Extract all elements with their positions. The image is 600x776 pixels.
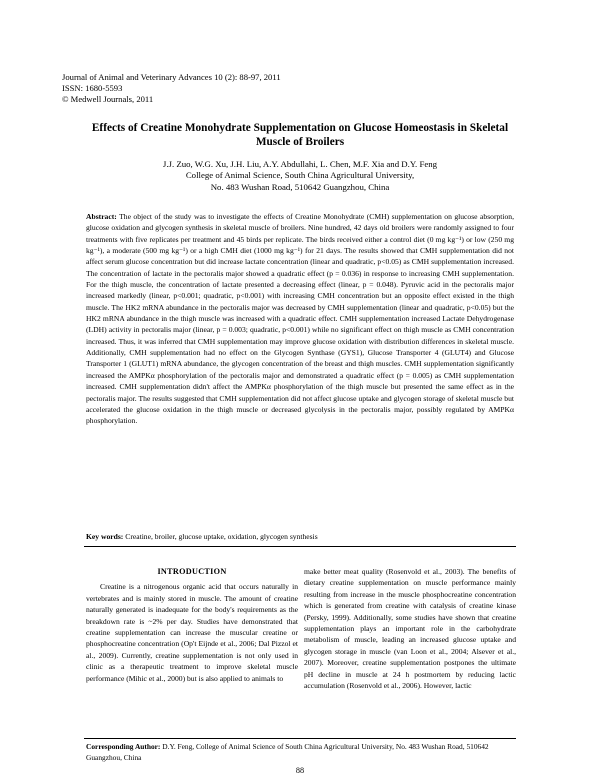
keywords-label: Key words: <box>86 532 124 541</box>
author-list: J.J. Zuo, W.G. Xu, J.H. Liu, A.Y. Abdullahi, L. Chen, M.F. Xia and D.Y. Feng <box>162 159 438 169</box>
keywords-text: Creatine, broiler, glucose uptake, oxidation, glycogen synthesis <box>125 532 318 541</box>
introduction-heading: INTRODUCTION <box>157 567 227 576</box>
right-column-text: make better meat quality (Rosenvold et al., 2003). The benefits of dietary creatine supplementation on muscle performance mainly resulting from increase in the muscle phosphocreatine concentration which is generated from creatine with catalysis of creatine kinase (Persky, 1999). Additionally, some studies have shown that creatine supplementation plays an important role in the carbohydrate metabolism of muscle, leading an increased glucose uptake and glycogen storage in muscle (van Loon et al., 2004; Alsever et al., 2007). Moreover, creatine supplementation postpones the ultimate pH decline in muscle at 24 h postmortem by reducing lactic accumulation (Rosenvold et al., 2006). However, lactic <box>304 567 516 691</box>
author-block <box>80 159 520 193</box>
affiliation: College of Animal Science, South China Agricultural University, <box>185 170 415 181</box>
corresponding-label: Corresponding Author: <box>86 742 161 751</box>
left-column-text: Creatine is a nitrogenous organic acid that occurs naturally in vertebrates and is mainly stored in muscle. The amount of creatine naturally generated is inadequate for the body's requirements as the breakdown rate is ~2% per day. Studies have demonstrated that creatine supplementation can increase the muscular creatine or phosphocreatine concentration (Op't Eijnde et al., 2006; Dal Pizzol et al., 2009). Currently, creatine supplementation is not only used in clinic as a therapeutic treatment to improve skeletal muscle performance (Mihic et al., 2000) but is also applied to animals to <box>86 582 298 683</box>
abstract <box>86 211 514 427</box>
copyright-line: © Medwell Journals, 2011 <box>62 94 154 104</box>
corresponding-text: D.Y. Feng, College of Animal Science of South China Agricultural University, No. 483 Wushan Road, 510642 Guangzhou, China <box>86 742 489 762</box>
keywords <box>86 532 514 542</box>
left-column <box>86 566 298 684</box>
section-divider <box>84 546 516 547</box>
footer-divider <box>84 738 516 739</box>
journal-citation: Journal of Animal and Veterinary Advances 10 (2): 88-97, 2011 <box>62 72 281 82</box>
right-column <box>304 566 516 691</box>
abstract-label: Abstract: <box>86 212 117 221</box>
article-title: Effects of Creatine Monohydrate Supplementation on Glucose Homeostasis in Skeletal Muscle of Broilers <box>91 122 509 148</box>
issn-line: ISSN: 1680-5593 <box>62 83 123 93</box>
page-number: 88 <box>295 766 305 775</box>
corresponding-author <box>86 742 514 763</box>
abstract-text: The object of the study was to investigate the effects of Creatine Monohydrate (CMH) supplementation on glucose absorption, glucose oxidation and glycogen synthesis in skeletal muscle of broilers. Nine hundred, 42 days old broilers were randomly assigned to four treatments with five replicates per treatment and 45 birds per replicate. The birds received either a control diet (0 mg kg⁻¹) or low (250 mg kg⁻¹), a moderate (500 mg kg⁻¹) or a high CMH diet (1000 mg kg⁻¹) for 21 days. The results showed that CMH supplementation did not affect serum glucose concentration but did increase lactate concentration (linear and quadratic, p<0.05) as CMH supplementation increased. The concentration of lactate in the pectoralis major showed a quadratic effect (p = 0.036) in response to increasing CMH supplementation. For the thigh muscle, the concentration of lactate presented a decreasing effect (linear, p = 0.048). Pyruvic acid in the pectoralis major increased markedly (linear, p<0.001; quadratic, p<0.001) with increasing CMH concentration but an opposite effect existed in the thigh muscle. The HK2 mRNA abundance in the pectoralis major was decreased by CMH supplementation (linear and quadratic, p<0.05) but the HK2 mRNA abundance in the thigh muscle was increased with a quadratic effect. CMH supplementation increased Lactate Dehydrogenase (LDH) activity in pectoralis major (linear, p = 0.003; quadratic, p<0.001) while no significant effect on thigh muscle as CMH concentration increased. Thus, it was inferred that CMH supplementation may improve glucose oxidation with distribution differences in skeletal muscle. Additionally, CMH supplementation had no effect on the Glycogen Synthase (GYS1), Glucose Transporter 4 (GLUT4) and Glucose Transporter 1 (GLUT1) mRNA abundance, the glycogen concentration of the breast and thigh muscles. CMH supplementation significantly increased the AMPKα phosphorylation of the pectoralis major and demonstrated a quadratic effect (p = 0.005) as CMH supplementation increased. CMH supplementation didn't affect the AMPKα phosphorylation of the thigh muscle but presented the same effect as in the pectoralis major. The results suggested that CMH supplementation did not affect glucose uptake and glycogen storage of skeletal muscle but accelerated the glucose oxidation in the thigh muscle or decreased glycolysis in the pectoralis major, possibly regulated by AMPKα phosphorylation. <box>86 212 514 426</box>
address: No. 483 Wushan Road, 510642 Guangzhou, China <box>210 181 390 192</box>
